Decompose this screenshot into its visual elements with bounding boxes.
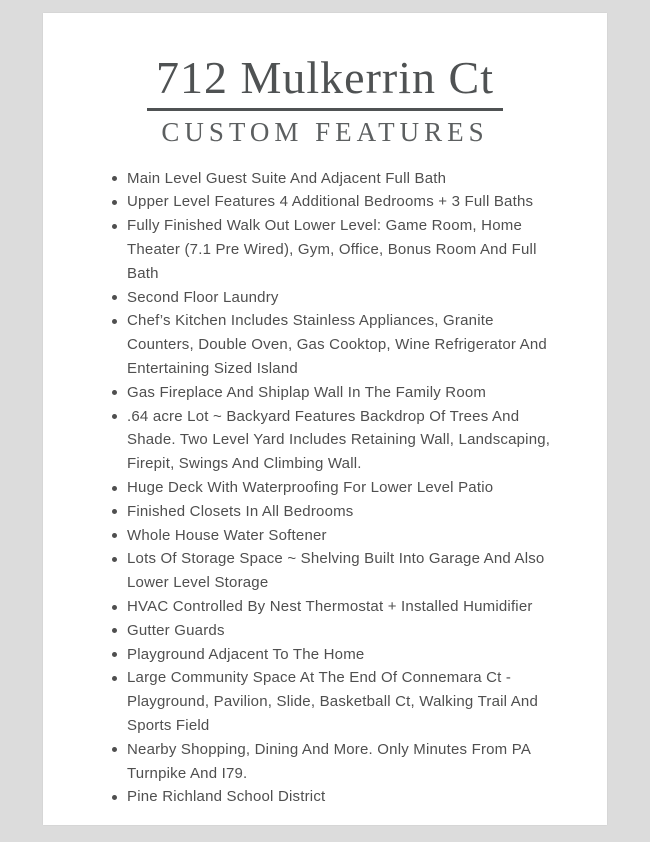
feature-item: Whole House Water Softener xyxy=(127,524,561,548)
feature-item: Finished Closets In All Bedrooms xyxy=(127,500,561,524)
feature-item: Nearby Shopping, Dining And More. Only Minutes From PA Turnpike And I79. xyxy=(127,738,561,786)
features-list xyxy=(127,167,561,810)
feature-item: Upper Level Features 4 Additional Bedrooms + 3 Full Baths xyxy=(127,190,561,214)
feature-item: Chef’s Kitchen Includes Stainless Appliances, Granite Counters, Double Oven, Gas Cooktop, Wine Refrigerator And Entertaining Sized Island xyxy=(127,309,561,380)
feature-item: Gas Fireplace And Shiplap Wall In The Family Room xyxy=(127,381,561,405)
feature-item: Pine Richland School District xyxy=(127,785,561,809)
custom-features-subtitle: CUSTOM FEATURES xyxy=(161,116,489,147)
feature-item: Second Floor Laundry xyxy=(127,286,561,310)
property-address-title: 712 Mulkerrin Ct xyxy=(147,53,503,111)
feature-item: Gutter Guards xyxy=(127,619,561,643)
feature-item: Huge Deck With Waterproofing For Lower Level Patio xyxy=(127,476,561,500)
feature-item: Main Level Guest Suite And Adjacent Full Bath xyxy=(127,167,561,191)
feature-item: Fully Finished Walk Out Lower Level: Game Room, Home Theater (7.1 Pre Wired), Gym, Office, Bonus Room And Full Bath xyxy=(127,214,561,285)
feature-item: Lots Of Storage Space ~ Shelving Built Into Garage And Also Lower Level Storage xyxy=(127,547,561,595)
title-block xyxy=(43,53,607,148)
flyer-page xyxy=(43,13,607,825)
feature-item: .64 acre Lot ~ Backyard Features Backdrop Of Trees And Shade. Two Level Yard Includes Retaining Wall, Landscaping, Firepit, Swings And Climbing Wall. xyxy=(127,405,561,476)
feature-item: Playground Adjacent To The Home xyxy=(127,643,561,667)
feature-item: HVAC Controlled By Nest Thermostat + Installed Humidifier xyxy=(127,595,561,619)
feature-item: Large Community Space At The End Of Connemara Ct - Playground, Pavilion, Slide, Basketball Ct, Walking Trail And Sports Field xyxy=(127,666,561,737)
